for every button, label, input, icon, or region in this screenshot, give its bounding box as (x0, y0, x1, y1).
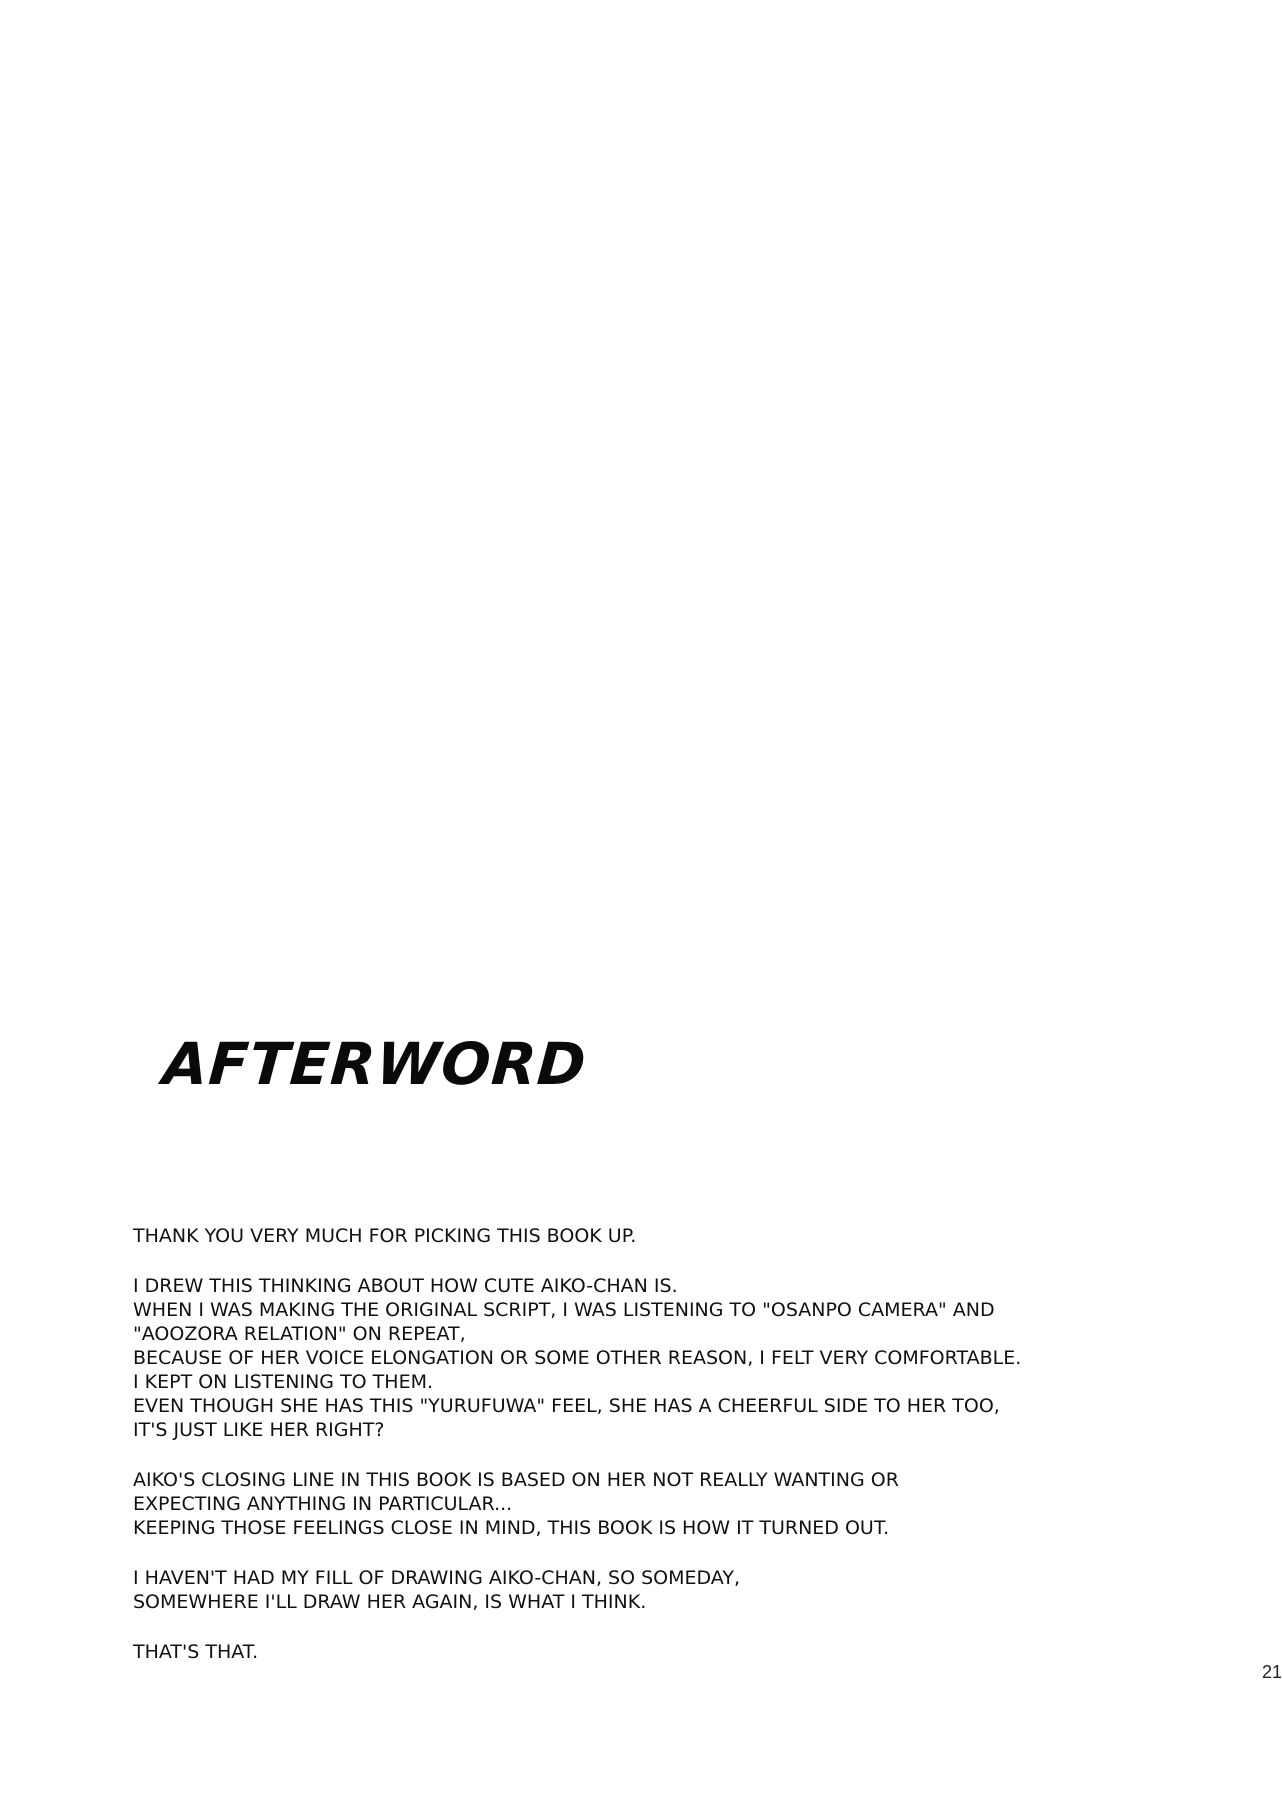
afterword-body (133, 1224, 1173, 1690)
text-line: I DREW THIS THINKING ABOUT HOW CUTE AIKO-CHAN IS. (133, 1275, 678, 1297)
paragraph-closing-line (133, 1468, 1173, 1540)
text-line: "AOOZORA RELATION" ON REPEAT, (133, 1323, 466, 1345)
text-line: THANK YOU VERY MUCH FOR PICKING THIS BOOK UP. (133, 1225, 637, 1247)
text-line: EXPECTING ANYTHING IN PARTICULAR... (133, 1493, 513, 1515)
text-line: I KEPT ON LISTENING TO THEM. (133, 1371, 434, 1393)
text-line: IT'S JUST LIKE HER RIGHT? (133, 1419, 385, 1441)
text-line: EVEN THOUGH SHE HAS THIS "YURUFUWA" FEEL, SHE HAS A CHEERFUL SIDE TO HER TOO, (133, 1395, 1000, 1417)
paragraph-someday (133, 1566, 1173, 1614)
page-number: 21 (1262, 1662, 1282, 1682)
text-line: THAT'S THAT. (133, 1641, 259, 1663)
text-line: WHEN I WAS MAKING THE ORIGINAL SCRIPT, I WAS LISTENING TO "OSANPO CAMERA" AND (133, 1299, 995, 1321)
afterword-title: AFTERWORD (160, 1030, 589, 1098)
text-line: BECAUSE OF HER VOICE ELONGATION OR SOME OTHER REASON, I FELT VERY COMFORTABLE. (133, 1347, 1022, 1369)
text-line: AIKO'S CLOSING LINE IN THIS BOOK IS BASED ON HER NOT REALLY WANTING OR (133, 1469, 899, 1491)
paragraph-sign-off (133, 1640, 1173, 1664)
paragraph-drawing-notes (133, 1274, 1173, 1442)
text-line: SOMEWHERE I'LL DRAW HER AGAIN, IS WHAT I THINK. (133, 1591, 647, 1613)
text-line: I HAVEN'T HAD MY FILL OF DRAWING AIKO-CHAN, SO SOMEDAY, (133, 1567, 740, 1589)
text-line: KEEPING THOSE FEELINGS CLOSE IN MIND, THIS BOOK IS HOW IT TURNED OUT. (133, 1517, 890, 1539)
paragraph-thanks (133, 1224, 1173, 1248)
